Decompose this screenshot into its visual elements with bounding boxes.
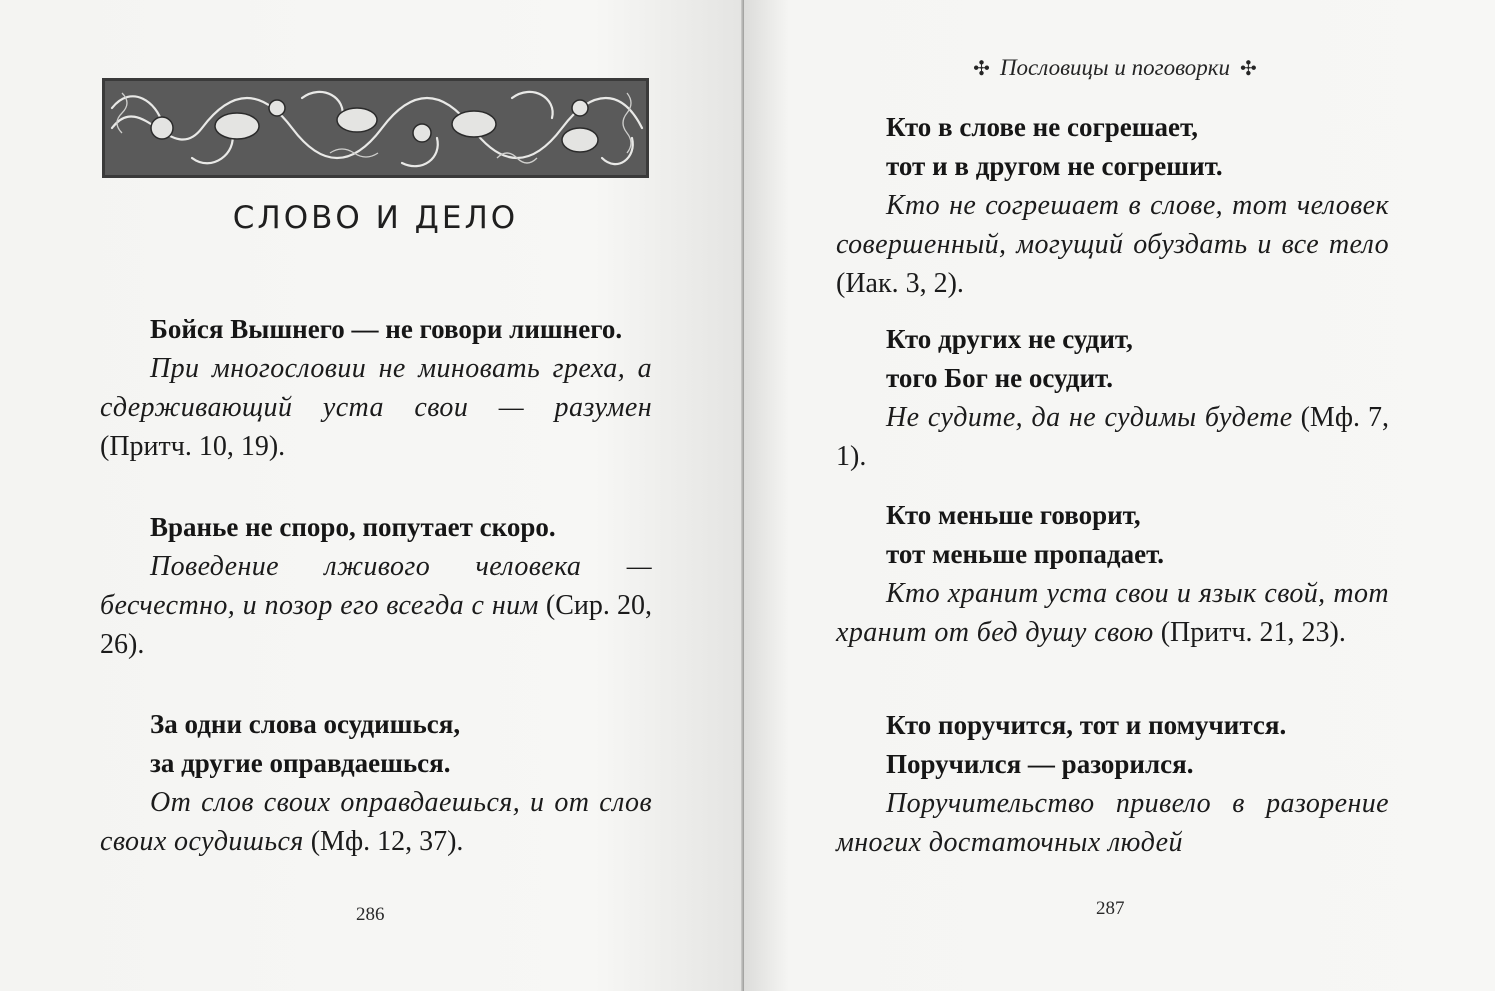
scripture-quote: От слов своих оправдаешься, и от слов своих осудишься	[100, 787, 652, 857]
proverb-line: За одни слова осудишься,	[150, 709, 461, 739]
scripture-commentary	[836, 784, 1389, 862]
scripture-reference: (Сир. 20, 26).	[100, 590, 653, 660]
proverb-entry	[836, 108, 1389, 303]
proverb-entry	[100, 508, 652, 664]
scripture-commentary	[100, 547, 652, 664]
proverb-line: того Бог не осудит.	[886, 363, 1114, 393]
proverb-line: Поручился — разорился.	[886, 749, 1194, 779]
proverb-text	[100, 705, 652, 783]
floral-ornament-banner	[102, 78, 649, 178]
scripture-quote: Поручительство привело в разорение многих достаточных людей	[836, 788, 1389, 858]
left-page	[0, 0, 744, 991]
proverb-line: Бойся Вышнего — не говори лишнего.	[150, 314, 623, 344]
scripture-quote: Поведение лживого человека — бесчестно, и позор его всегда с ним	[100, 551, 652, 621]
chapter-title: СЛОВО И ДЕЛО	[232, 200, 519, 236]
page-number-left: 286	[356, 904, 385, 925]
scripture-reference: (Притч. 21, 23).	[1160, 617, 1346, 648]
scripture-commentary	[100, 783, 652, 861]
proverb-line: тот и в другом не согрешит.	[886, 151, 1223, 181]
scripture-quote: Кто хранит уста свои и язык свой, тот хранит от бед душу свою	[836, 578, 1389, 648]
running-head	[900, 55, 1330, 81]
proverb-line: Вранье не споро, попутает скоро.	[150, 512, 556, 542]
proverb-entry	[836, 496, 1389, 652]
proverb-line: Кто других не судит,	[886, 324, 1133, 354]
proverb-line: Кто поручится, тот и помучится.	[886, 710, 1287, 740]
proverb-text	[836, 108, 1389, 186]
proverb-text	[836, 706, 1389, 784]
page-number-right: 287	[1096, 898, 1125, 919]
proverb-entry	[100, 310, 652, 466]
scripture-commentary	[836, 398, 1389, 476]
running-head-title: Пословицы и поговорки	[999, 55, 1231, 80]
proverb-line: Кто меньше говорит,	[886, 500, 1141, 530]
scripture-commentary	[836, 186, 1389, 303]
proverb-text	[100, 508, 652, 547]
scripture-reference: (Иак. 3, 2).	[836, 268, 964, 299]
proverb-entry	[100, 705, 652, 861]
scripture-quote: Не судите, да не судимы будете	[886, 402, 1293, 433]
proverb-text	[100, 310, 652, 349]
proverb-text	[836, 320, 1389, 398]
proverb-entry	[836, 320, 1389, 476]
scripture-commentary	[100, 349, 652, 466]
cross-ornament-icon: ✣	[973, 58, 990, 80]
proverb-line: за другие оправдаешься.	[150, 748, 451, 778]
proverb-entry	[836, 706, 1389, 862]
cross-ornament-icon: ✣	[1240, 58, 1257, 80]
scripture-quote: При многословии не миновать греха, а сдерживающий уста свои — разумен	[100, 353, 652, 423]
proverb-line: Кто в слове не согрешает,	[886, 112, 1198, 142]
scripture-quote: Кто не согрешает в слове, тот человек совершенный, могущий обуздать и все тело	[836, 190, 1389, 260]
scripture-reference: (Мф. 12, 37).	[310, 826, 464, 857]
proverb-line: тот меньше пропадает.	[886, 539, 1165, 569]
scripture-commentary	[836, 574, 1389, 652]
scripture-reference: (Притч. 10, 19).	[100, 431, 286, 462]
scripture-reference: (Мф. 7, 1).	[836, 402, 1390, 472]
proverb-text	[836, 496, 1389, 574]
